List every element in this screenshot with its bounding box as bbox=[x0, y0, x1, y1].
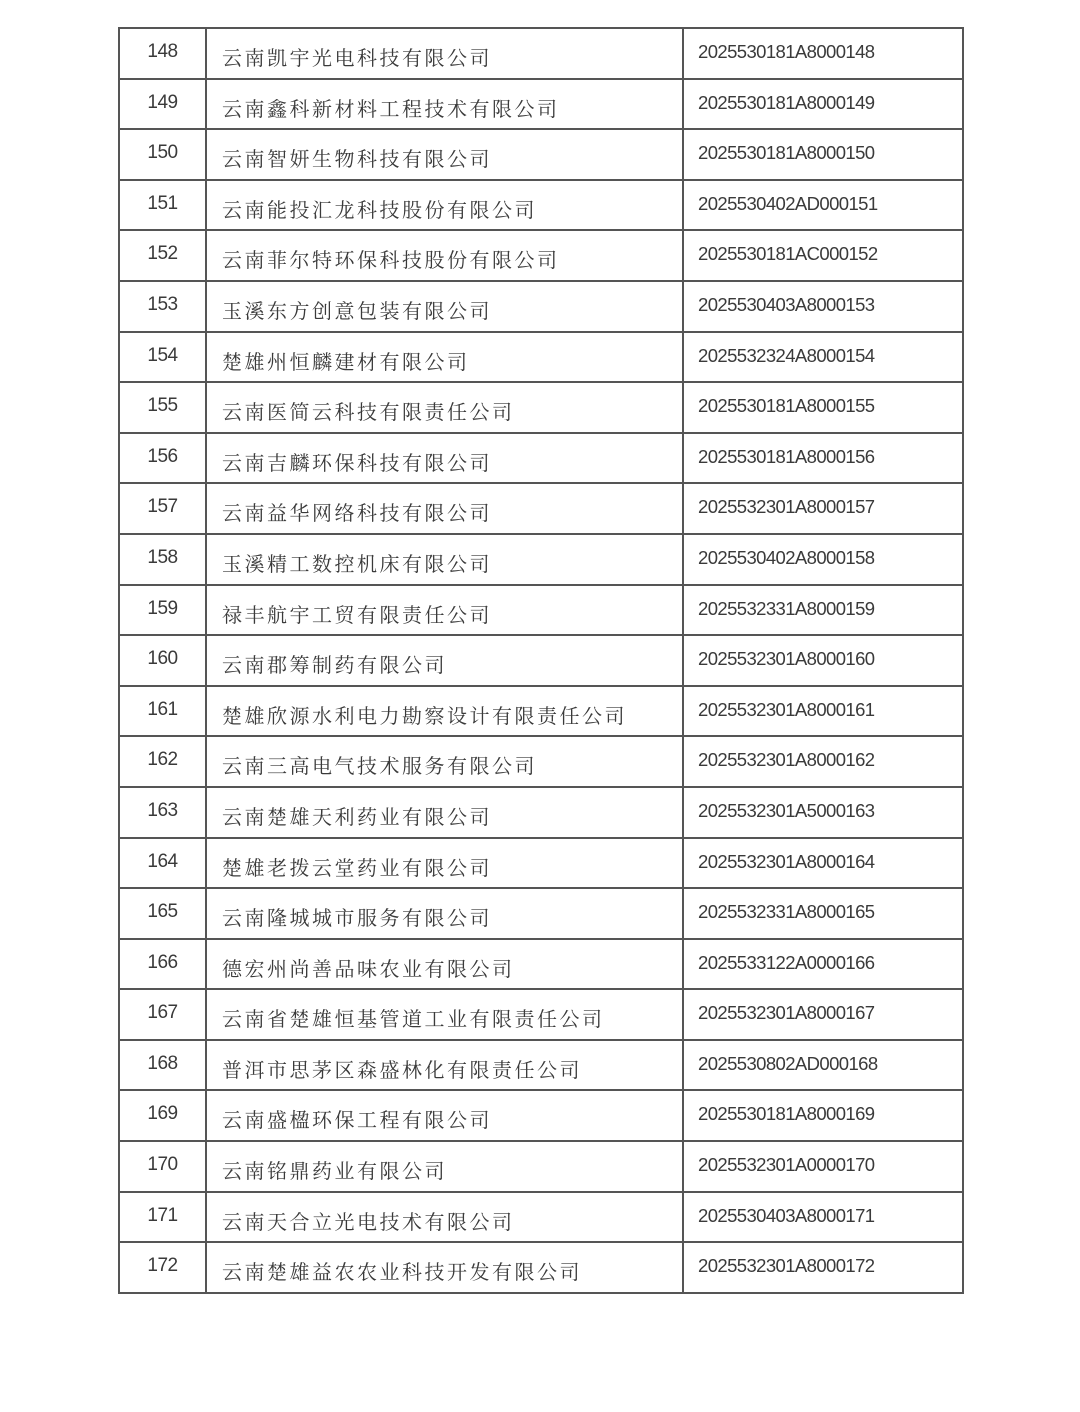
table-row bbox=[119, 1040, 963, 1091]
table-body bbox=[119, 28, 963, 1293]
registration-code: 2025532324A8000154 bbox=[683, 332, 963, 383]
registration-code: 2025530802AD000168 bbox=[683, 1040, 963, 1091]
company-name: 云南智妍生物科技有限公司 bbox=[206, 129, 683, 180]
row-number: 165 bbox=[119, 888, 206, 939]
table-row bbox=[119, 28, 963, 79]
company-name: 云南医简云科技有限责任公司 bbox=[206, 382, 683, 433]
row-number: 166 bbox=[119, 939, 206, 990]
company-name: 玉溪精工数控机床有限公司 bbox=[206, 534, 683, 585]
registration-code: 2025530181A8000150 bbox=[683, 129, 963, 180]
registration-code: 2025530181AC000152 bbox=[683, 230, 963, 281]
registration-code: 2025532301A8000161 bbox=[683, 686, 963, 737]
company-name: 云南省楚雄恒基管道工业有限责任公司 bbox=[206, 989, 683, 1040]
table-row bbox=[119, 736, 963, 787]
row-number: 159 bbox=[119, 585, 206, 636]
row-number: 172 bbox=[119, 1242, 206, 1293]
table-row bbox=[119, 888, 963, 939]
company-name: 云南凯宇光电科技有限公司 bbox=[206, 28, 683, 79]
company-name: 云南益华网络科技有限公司 bbox=[206, 483, 683, 534]
table-row bbox=[119, 585, 963, 636]
table-row bbox=[119, 433, 963, 484]
registration-code: 2025532301A8000162 bbox=[683, 736, 963, 787]
table-row bbox=[119, 180, 963, 231]
table-row bbox=[119, 1090, 963, 1141]
company-name: 云南能投汇龙科技股份有限公司 bbox=[206, 180, 683, 231]
company-name: 玉溪东方创意包装有限公司 bbox=[206, 281, 683, 332]
row-number: 153 bbox=[119, 281, 206, 332]
row-number: 155 bbox=[119, 382, 206, 433]
company-name: 云南楚雄天利药业有限公司 bbox=[206, 787, 683, 838]
table-row bbox=[119, 635, 963, 686]
row-number: 161 bbox=[119, 686, 206, 737]
company-name: 云南隆城城市服务有限公司 bbox=[206, 888, 683, 939]
company-name: 云南铭鼎药业有限公司 bbox=[206, 1141, 683, 1192]
table-row bbox=[119, 382, 963, 433]
registration-code: 2025532301A5000163 bbox=[683, 787, 963, 838]
table-row bbox=[119, 534, 963, 585]
table-row bbox=[119, 230, 963, 281]
table-row bbox=[119, 686, 963, 737]
row-number: 156 bbox=[119, 433, 206, 484]
company-name: 云南天合立光电技术有限公司 bbox=[206, 1192, 683, 1243]
company-name: 云南盛楹环保工程有限公司 bbox=[206, 1090, 683, 1141]
row-number: 151 bbox=[119, 180, 206, 231]
row-number: 152 bbox=[119, 230, 206, 281]
table-row bbox=[119, 281, 963, 332]
row-number: 154 bbox=[119, 332, 206, 383]
company-name: 云南鑫科新材料工程技术有限公司 bbox=[206, 79, 683, 130]
company-name: 禄丰航宇工贸有限责任公司 bbox=[206, 585, 683, 636]
row-number: 171 bbox=[119, 1192, 206, 1243]
row-number: 170 bbox=[119, 1141, 206, 1192]
table-row bbox=[119, 1192, 963, 1243]
row-number: 149 bbox=[119, 79, 206, 130]
company-name: 云南三高电气技术服务有限公司 bbox=[206, 736, 683, 787]
registration-code: 2025530402A8000158 bbox=[683, 534, 963, 585]
registration-code: 2025530403A8000171 bbox=[683, 1192, 963, 1243]
table-row bbox=[119, 1242, 963, 1293]
registration-code: 2025532301A8000157 bbox=[683, 483, 963, 534]
table-row bbox=[119, 483, 963, 534]
table-row bbox=[119, 838, 963, 889]
table-row bbox=[119, 939, 963, 990]
registration-code: 2025530181A8000155 bbox=[683, 382, 963, 433]
registration-code: 2025530181A8000148 bbox=[683, 28, 963, 79]
registration-code: 2025530181A8000156 bbox=[683, 433, 963, 484]
company-name: 德宏州尚善品味农业有限公司 bbox=[206, 939, 683, 990]
registration-code: 2025532301A8000172 bbox=[683, 1242, 963, 1293]
registration-code: 2025530181A8000149 bbox=[683, 79, 963, 130]
row-number: 169 bbox=[119, 1090, 206, 1141]
table-row bbox=[119, 1141, 963, 1192]
row-number: 160 bbox=[119, 635, 206, 686]
company-name: 云南菲尔特环保科技股份有限公司 bbox=[206, 230, 683, 281]
registration-code: 2025530403A8000153 bbox=[683, 281, 963, 332]
registration-code: 2025532301A8000167 bbox=[683, 989, 963, 1040]
table-row bbox=[119, 989, 963, 1040]
registration-code: 2025533122A0000166 bbox=[683, 939, 963, 990]
registration-code: 2025530181A8000169 bbox=[683, 1090, 963, 1141]
registration-code: 2025532301A0000170 bbox=[683, 1141, 963, 1192]
row-number: 162 bbox=[119, 736, 206, 787]
row-number: 157 bbox=[119, 483, 206, 534]
row-number: 167 bbox=[119, 989, 206, 1040]
registration-code: 2025530402AD000151 bbox=[683, 180, 963, 231]
registration-code: 2025532331A8000165 bbox=[683, 888, 963, 939]
company-name: 楚雄欣源水利电力勘察设计有限责任公司 bbox=[206, 686, 683, 737]
row-number: 164 bbox=[119, 838, 206, 889]
table-row bbox=[119, 787, 963, 838]
row-number: 168 bbox=[119, 1040, 206, 1091]
company-name: 云南郡筹制药有限公司 bbox=[206, 635, 683, 686]
company-name: 云南楚雄益农农业科技开发有限公司 bbox=[206, 1242, 683, 1293]
table-row bbox=[119, 332, 963, 383]
company-name: 云南吉麟环保科技有限公司 bbox=[206, 433, 683, 484]
table-row bbox=[119, 79, 963, 130]
table-row bbox=[119, 129, 963, 180]
registration-code: 2025532301A8000164 bbox=[683, 838, 963, 889]
company-name: 楚雄州恒麟建材有限公司 bbox=[206, 332, 683, 383]
registration-code: 2025532301A8000160 bbox=[683, 635, 963, 686]
row-number: 150 bbox=[119, 129, 206, 180]
row-number: 158 bbox=[119, 534, 206, 585]
company-name: 楚雄老拨云堂药业有限公司 bbox=[206, 838, 683, 889]
row-number: 148 bbox=[119, 28, 206, 79]
company-name: 普洱市思茅区森盛林化有限责任公司 bbox=[206, 1040, 683, 1091]
registration-code: 2025532331A8000159 bbox=[683, 585, 963, 636]
row-number: 163 bbox=[119, 787, 206, 838]
company-registry-table bbox=[118, 27, 964, 1294]
